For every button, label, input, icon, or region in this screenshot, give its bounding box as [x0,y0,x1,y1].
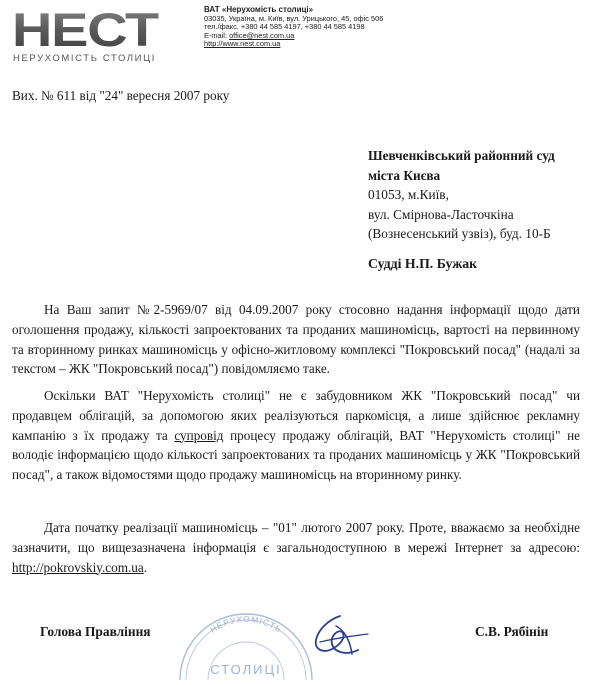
company-details [204,6,524,49]
stamp-arc-text: НЕРУХОМІСТЬ [208,613,285,635]
logo-subtitle: НЕРУХОМІСТЬ СТОЛИЦІ [13,53,156,63]
addressee-postcode: 01053, м.Київ, [368,187,449,203]
addressee-court: Шевченківський районний суд [368,148,555,163]
addressee-building: (Вознесенський узвіз), буд. 10-Б [368,226,551,242]
company-address: 03035, Україна, м. Київ, вул. Урицького, 45, офіс 506 [204,13,384,23]
stamp-graphic [176,604,316,680]
company-name: ВАТ «Нерухомість столиці» [204,5,314,14]
body-paragraph-2 [12,386,580,485]
paragraph-3-part-b: . [143,559,148,575]
logo-text: НЕСТ [12,8,160,56]
paragraph-2-part-a: Оскільки ВАТ "Нерухомість столиці" не є забудовником ЖК "Покровський посад" чи продавцем облігацій, за допомогою яких реалізуються паркомісця, а лише здійснює рекламну кампанію з їх продажу та [12,388,580,443]
body-paragraph-1: На Ваш запит №2-5969/07 від 04.09.2007 року стосовно надання інформації щодо дати оголошення продажу, кількості запроектованих та проданих машиномісць, вартості на первинному та вторинному ринках машиномісць у офісно-житловому комплексі "Покровський посад" (надалі за текстом – ЖК "Покровський посад") повідомляємо таке. [12,302,580,377]
addressee-street: вул. Смірнова-Ласточкіна [368,206,514,222]
signatory-name: С.В. Рябінін [475,624,549,639]
company-phones: тел./факс. +380 44 585 4197, +380 44 585 4198 [204,22,365,32]
signatory-title: Голова Правління [40,624,151,639]
outgoing-reference: Вих. № 611 від "24" вересня 2007 року [12,88,230,103]
svg-text:НЕРУХОМІСТЬ [208,614,284,635]
paragraph-2-underlined: супровід [174,427,224,443]
email-label: E-mail: [204,30,227,40]
stamp-center-text: СТОЛИЦІ [210,662,282,677]
company-stamp [176,604,316,685]
judge-name: Судді Н.П. Бужак [368,256,478,271]
email-link[interactable]: office@nest.com.ua [229,30,295,40]
handwritten-signature [300,606,380,671]
pokrovskiy-link[interactable]: http://pokrovskiy.com.ua [12,559,144,575]
addressee-city: міста Києва [368,167,441,183]
paragraph-2-part-b: процесу продажу облігацій, ВАТ "Нерухомість столиці" не володіє інформацією щодо кількості запроектованих та проданих машиномісць у ЖК "Покровський посад", а також відомостями щодо продажу машиномісць на вторинному ринку. [12,427,580,483]
paragraph-3-part-a: Дата початку реалізації машиномісць – "01" лютого 2007 року. Проте, вважаємо за необхідне зазначити, що вищезазначена інформація є загальнодоступною в мережі Інтернет за адресою: [12,520,580,555]
company-logo [12,8,162,66]
signature-graphic [300,606,380,666]
website-link[interactable]: http://www.nest.com.ua [204,39,281,49]
addressee-block [368,146,598,244]
logo-graphic [12,8,162,66]
body-paragraph-3 [12,518,580,577]
